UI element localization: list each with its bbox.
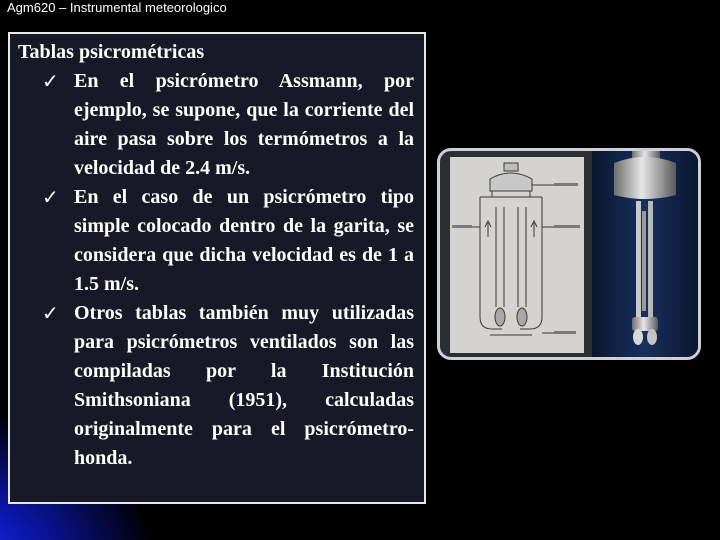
content-title: Tablas psicrométricas [18, 41, 205, 63]
checkmark-icon: ✓ [42, 301, 59, 325]
psychrometer-diagram-drawing [450, 157, 584, 353]
psychrometer-photo [592, 151, 698, 357]
bullet-list [18, 67, 414, 473]
bullet-text: En el psicrómetro Assmann, por ejemplo, se supone, que la corriente del aire pasa sobre los termómetros a la velocidad de 2.4 m/s. [74, 70, 414, 179]
bullet-item [18, 67, 414, 183]
header-title: Agm620 – Instrumental meteorologico [7, 0, 227, 15]
checkmark-icon: ✓ [42, 69, 59, 93]
bullet-text: Otros tablas también muy utilizadas para psicrómetros ventilados son las compiladas por la Institución Smithsoniana (1951), calculadas originalmente para el psicrómetro-honda. [74, 302, 414, 469]
bullet-item [18, 183, 414, 299]
bullet-item [18, 299, 414, 473]
content-box [8, 32, 426, 504]
checkmark-icon: ✓ [42, 185, 59, 209]
psychrometer-diagram [450, 157, 584, 353]
psychrometer-figure [437, 148, 701, 360]
bullet-text: En el caso de un psicrómetro tipo simple colocado dentro de la garita, se considera que dicha velocidad es de 1 a 1.5 m/s. [74, 186, 414, 295]
psychrometer-photo-drawing [592, 151, 698, 357]
